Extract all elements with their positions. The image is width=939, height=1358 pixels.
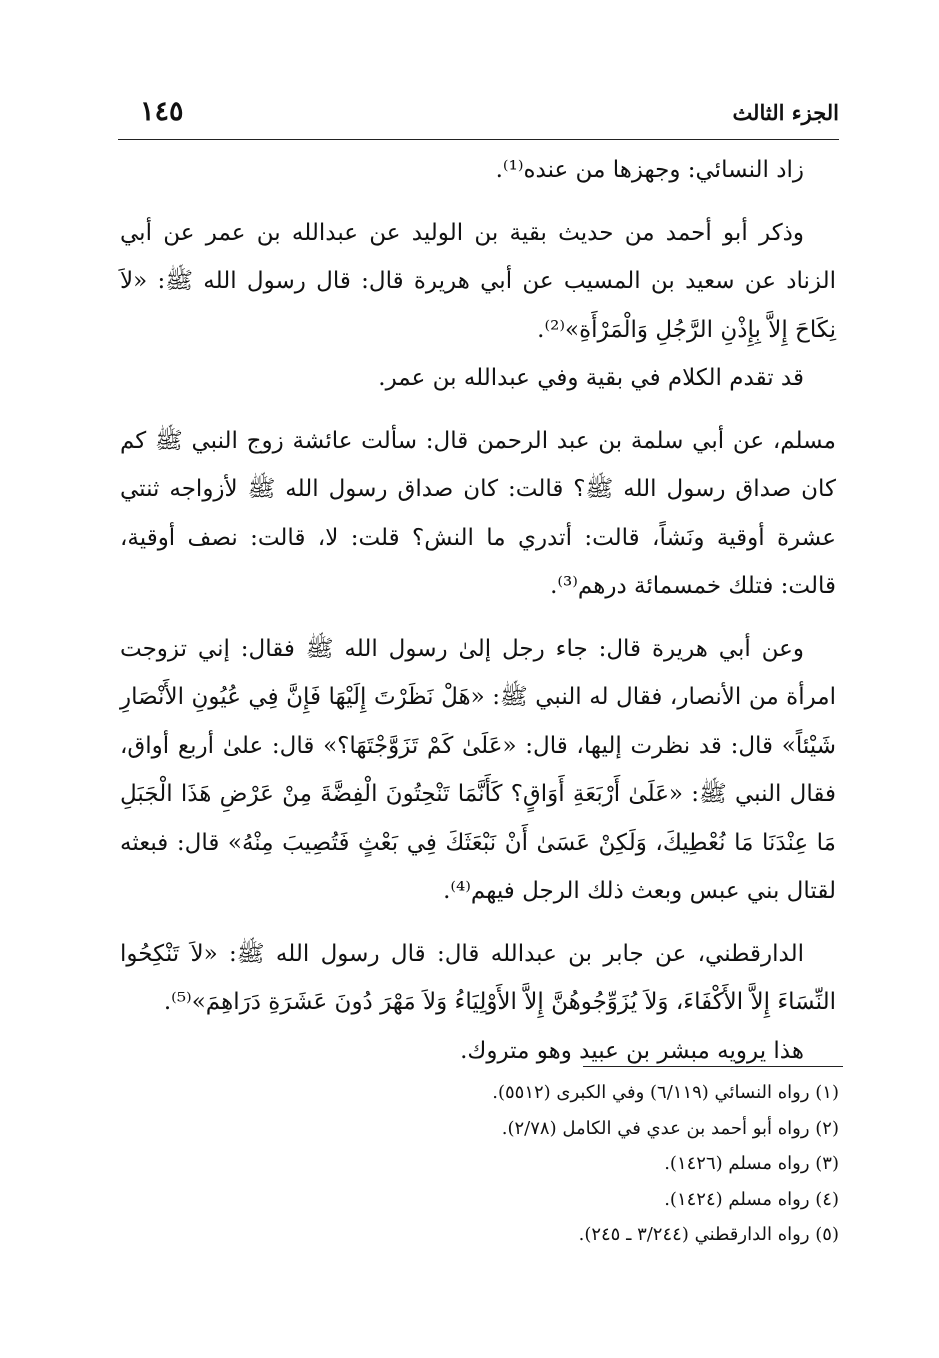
footnotes-rule xyxy=(583,1066,843,1067)
main-text xyxy=(120,146,836,1075)
paragraph-comment-mubashshir: هذا يرويه مبشر بن عبيد وهو متروك. xyxy=(460,1037,804,1064)
footnote-4: (٤) رواه مسلم (١٤٢٤). xyxy=(664,1188,839,1210)
footnote-3: (٣) رواه مسلم (١٤٢٦). xyxy=(664,1153,839,1174)
header-rule xyxy=(118,139,839,140)
paragraph-abu-ahmad: وذكر أبو أحمد من حديث بقية بن الوليد عن عبدالله بن عمر عن أبي الزناد عن سعيد بن المسيب عن أبي هريرة قال: قال رسول الله ﷺ: «لاَ نِكَاحَ إِلاَّ بِإِذْنِ الرَّجُلِ وَالْمَرْأَةِ»⁽²⁾. xyxy=(120,219,836,343)
footnote-2: (٢) رواه أبو أحمد بن عدي في الكامل (٢/٧٨). xyxy=(501,1117,839,1139)
footnotes xyxy=(119,1075,839,1253)
paragraph-nasai: زاد النسائي: وجهزها من عنده⁽¹⁾. xyxy=(495,157,804,183)
paragraph-muslim: مسلم، عن أبي سلمة بن عبد الرحمن قال: سألت عائشة زوج النبي ﷺ كم كان صداق رسول الله ﷺ؟ قالت: كان صداق رسول الله ﷺ لأزواجه ثنتي عشرة أوقية ونَشاً، قالت: أتدري ما النش؟ قلت: لا، قالت: نصف أوقية، قالت: فتلك خمسمائة درهم⁽³⁾. xyxy=(120,427,836,599)
paragraph-daraqutni: الدارقطني، عن جابر بن عبدالله قال: قال رسول الله ﷺ: «لاَ تَنْكِحُوا النِّسَاءَ إِلاَّ الأَكْفَاءَ، وَلاَ يُزَوِّجُوهُنَّ إِلاَّ الأَوْلِيَاءُ وَلاَ مَهْرَ دُونَ عَشَرَةِ دَرَاهِمَ»⁽⁵⁾. xyxy=(120,940,836,1015)
page-number: ١٤٥ xyxy=(140,96,184,127)
paragraph-comment-baqiyya: قد تقدم الكلام في بقية وفي عبدالله بن عمر. xyxy=(378,365,804,391)
running-title: الجزء الثالث xyxy=(732,100,839,125)
footnote-5: (٥) رواه الدارقطني (٣/٢٤٤ ـ ٢٤٥). xyxy=(578,1224,839,1245)
page-header xyxy=(118,96,839,136)
footnote-1: (١) رواه النسائي (٦/١١٩) وفي الكبرى (٥٥١٢). xyxy=(492,1082,839,1103)
paragraph-abu-hurayra: وعن أبي هريرة قال: جاء رجل إلىٰ رسول الله ﷺ فقال: إني تزوجت امرأة من الأنصار، فقال له النبي ﷺ: «هَلْ نَظَرْتَ إِلَيْهَا فَإِنَّ فِي عُيُونِ الأَنْصَارِ شَيْئاً» قال: قد نظرت إليها، قال: «عَلَىٰ كَمْ تَزَوَّجْتَهَا؟» قال: علىٰ أربع أواق، فقال النبي ﷺ: «عَلَىٰ أَرْبَعَةِ أَوَاقٍ؟ كَأَنَّمَا تَنْحِتُونَ الْفِضَّةَ مِنْ عَرْضِ هَذَا الْجَبَلِ مَا عِنْدَنَا مَا نُعْطِيكَ، وَلَكِنْ عَسَىٰ أَنْ نَبْعَثَكَ فِي بَعْثٍ فَتُصِيبَ مِنْهُ» قال: فبعثه لقتال بني عبس وبعث ذلك الرجل فيهم⁽⁴⁾. xyxy=(120,635,836,904)
